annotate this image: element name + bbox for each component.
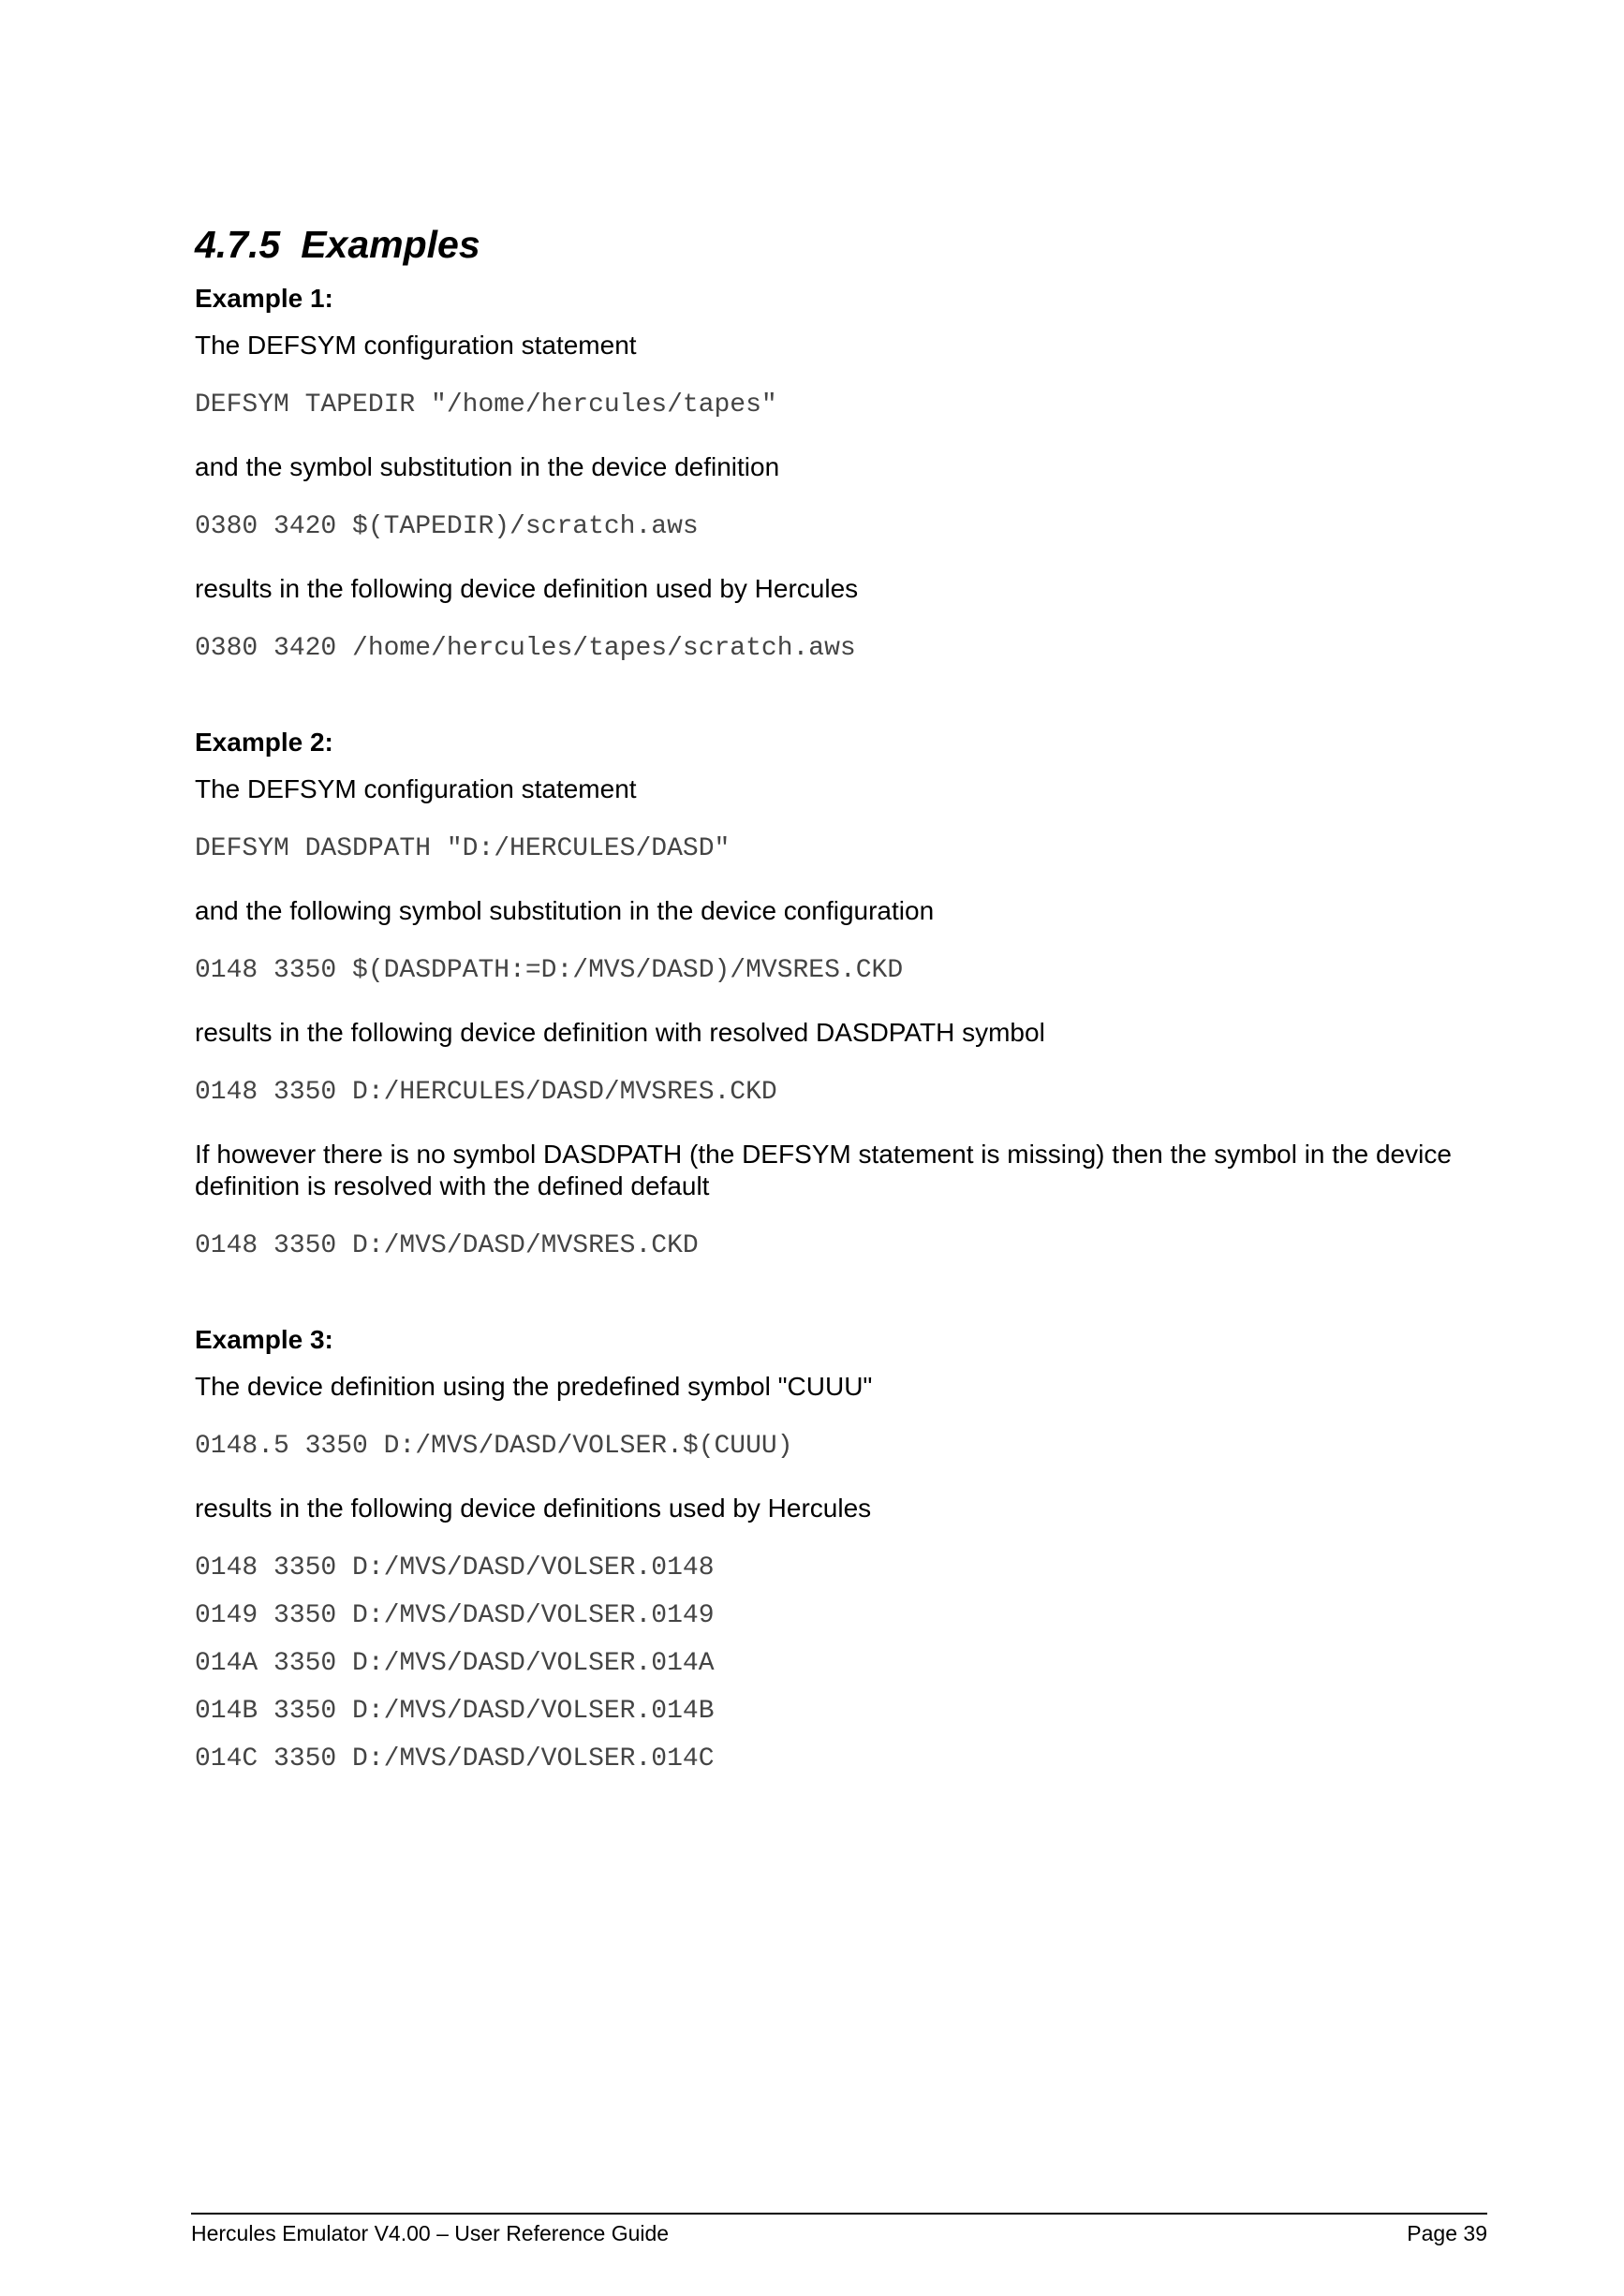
example-heading: Example 1: [195,284,333,313]
code-line: DEFSYM TAPEDIR "/home/hercules/tapes" [195,390,777,419]
code-line: 014B 3350 D:/MVS/DASD/VOLSER.014B [195,1697,715,1726]
section-title-text: Examples [301,223,480,266]
example-block [195,283,1487,665]
example-block [195,727,1487,1262]
page-footer [191,2213,1487,2246]
code-line: 0148 3350 $(DASDPATH:=D:/MVS/DASD)/MVSRES.CKD [195,956,904,985]
code-line: 0380 3420 /home/hercules/tapes/scratch.aws [195,634,856,663]
body-paragraph: The DEFSYM configuration statement [195,331,637,360]
body-paragraph: The device definition using the predefined symbol "CUUU" [195,1372,873,1401]
body-paragraph: and the following symbol substitution in the device configuration [195,896,935,925]
example-heading: Example 3: [195,1325,333,1354]
code-line: 014C 3350 D:/MVS/DASD/VOLSER.014C [195,1744,715,1774]
code-line: 0380 3420 $(TAPEDIR)/scratch.aws [195,512,699,541]
section-title [195,221,1487,268]
body-paragraph: results in the following device definition used by Hercules [195,574,859,603]
example-heading: Example 2: [195,728,333,757]
examples-list [195,283,1487,1775]
code-line: 0148 3350 D:/MVS/DASD/MVSRES.CKD [195,1231,699,1260]
code-line: 0148.5 3350 D:/MVS/DASD/VOLSER.$(CUUU) [195,1432,793,1461]
code-line: 014A 3350 D:/MVS/DASD/VOLSER.014A [195,1649,715,1678]
body-paragraph: The DEFSYM configuration statement [195,774,637,803]
code-line: 0149 3350 D:/MVS/DASD/VOLSER.0149 [195,1601,715,1630]
body-paragraph: results in the following device definition with resolved DASDPATH symbol [195,1018,1045,1047]
example-block [195,1324,1487,1775]
body-paragraph: results in the following device definitions used by Hercules [195,1494,872,1523]
footer-document-title: Hercules Emulator V4.00 – User Reference Guide [191,2221,670,2245]
page-content [195,221,1487,1791]
body-paragraph: If however there is no symbol DASDPATH (the DEFSYM statement is missing) then the symbol in the device definition is resolved with the defined default [195,1140,1452,1200]
code-line: DEFSYM DASDPATH "D:/HERCULES/DASD" [195,834,731,863]
code-line: 0148 3350 D:/MVS/DASD/VOLSER.0148 [195,1553,715,1582]
footer-page-number: Page 39 [1407,2221,1487,2245]
code-line: 0148 3350 D:/HERCULES/DASD/MVSRES.CKD [195,1078,777,1107]
section-number: 4.7.5 [195,223,281,266]
body-paragraph: and the symbol substitution in the device definition [195,452,780,481]
